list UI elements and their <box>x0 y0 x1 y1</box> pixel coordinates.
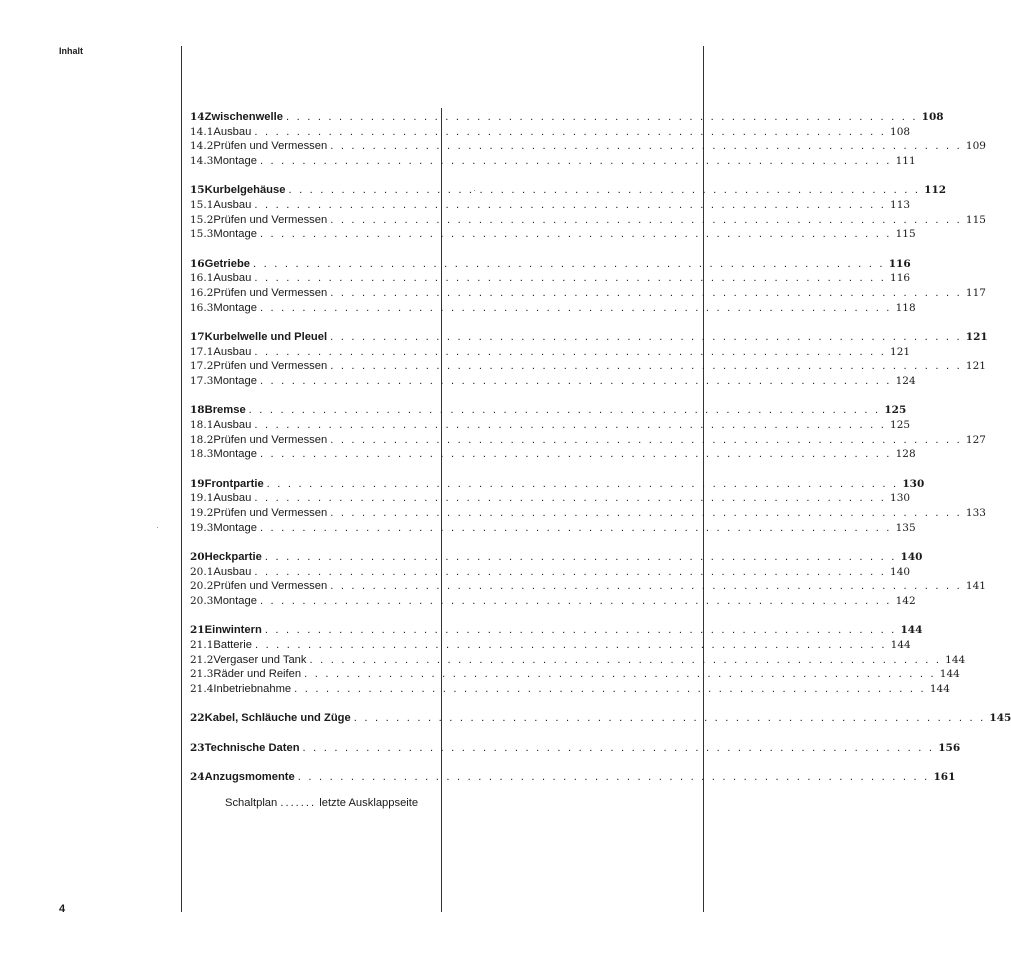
dot-leader: . . . . . . . . . . . . . . . . . . . . . . . . . . . . . . . . . . . . . . . . . . . . . . . . . . . . . . . . . . . . <box>254 125 887 138</box>
toc-chapter-row[interactable] <box>190 110 944 125</box>
toc-section-row[interactable] <box>190 447 916 462</box>
toc-chapter-row[interactable] <box>190 711 1011 726</box>
entry-number: 14.3 <box>190 155 214 168</box>
entry-page: 156 <box>938 741 961 754</box>
dot-leader: . . . . . . . . . . . . . . . . . . . . . . . . . . . . . . . . . . . . . . . . . . . . . . . . . . . . . . . . . . . . <box>259 301 892 314</box>
entry-title: Getriebe <box>204 257 251 270</box>
entry-number: 16.3 <box>190 301 214 314</box>
entry-number: 23 <box>190 741 205 754</box>
entry-title: Frontpartie <box>204 477 264 490</box>
dot-leader: . . . . . . . . . . . . . . . . . . . . . . . . . . . . . . . . . . . . . . . . . . . . . . . . . . . . . . . . . . . . <box>302 741 935 754</box>
entry-number: 18.1 <box>190 419 214 432</box>
toc-section-row[interactable] <box>190 579 986 594</box>
dot-leader: . . . . . . . . . . . . . . . . . . . . . . . . . . . . . . . . . . . . . . . . . . . . . . . . . . . . . . . . . . . . <box>259 375 892 388</box>
dot-leader: . . . . . . . . . . . . . . . . . . . . . . . . . . . . . . . . . . . . . . . . . . . . . . . . . . . . . . . . . . . . <box>294 683 926 696</box>
entry-title: Vergaser und Tank <box>213 653 307 666</box>
entry-page: 116 <box>888 257 911 270</box>
entry-number: 15.1 <box>190 199 214 212</box>
dot-leader: . . . . . . . . . . . . . . . . . . . . . . . . . . . . . . . . . . . . . . . . . . . . . . . . . . . . . . . . . . . . <box>288 184 921 197</box>
dot-leader: . . . . . . . . . . . . . . . . . . . . . . . . . . . . . . . . . . . . . . . . . . . . . . . . . . . . . . . . . . . . <box>259 228 892 241</box>
dot-leader: . . . . . . . . . . . . . . . . . . . . . . . . . . . . . . . . . . . . . . . . . . . . . . . . . . . . . . . . . . . . <box>330 360 962 373</box>
dot-leader: . . . . . . . . . . . . . . . . . . . . . . . . . . . . . . . . . . . . . . . . . . . . . . . . . . . . . . . . . . . . <box>259 595 892 608</box>
toc-section-row[interactable] <box>190 271 911 286</box>
toc-section-row[interactable] <box>190 506 986 521</box>
foldout-reference[interactable] <box>225 797 418 809</box>
dot-leader: . . . . . . . . . . . . . . . . . . . . . . . . . . . . . . . . . . . . . . . . . . . . . . . . . . . . . . . . . . . . <box>330 507 962 520</box>
dot-leader: . . . . . . . . . . . . . . . . . . . . . . . . . . . . . . . . . . . . . . . . . . . . . . . . . . . . . . . . . . . . <box>254 199 887 212</box>
entry-number: 17.1 <box>190 345 214 358</box>
entry-title: Ausbau <box>213 492 252 505</box>
dot-leader: . . . . . . . . . . . . . . . . . . . . . . . . . . . . . . . . . . . . . . . . . . . . . . . . . . . . . . . . . . . . <box>330 213 962 226</box>
scan-speck <box>157 527 158 528</box>
entry-number: 20.2 <box>190 580 214 593</box>
entry-number: 18 <box>190 404 205 417</box>
dot-leader: . . . . . . . . . . . . . . . . . . . . . . . . . . . . . . . . . . . . . . . . . . . . . . . . . . . . . . . . . . . . <box>353 712 986 725</box>
entry-number: 18.2 <box>190 433 214 446</box>
dot-leader: . . . . . . . . . . . . . . . . . . . . . . . . . . . . . . . . . . . . . . . . . . . . . . . . . . . . . . . . . . . . <box>330 580 962 593</box>
entry-number: 17 <box>190 331 205 344</box>
toc-chapter-row[interactable] <box>190 257 911 272</box>
entry-page: 112 <box>924 184 947 197</box>
entry-number: 15.3 <box>190 228 214 241</box>
entry-title: Montage <box>213 448 257 461</box>
entry-number: 15 <box>190 184 205 197</box>
toc-section-row[interactable] <box>190 359 986 374</box>
entry-page: 124 <box>895 375 916 388</box>
foldout-title: Schaltplan <box>225 797 278 809</box>
toc-section-row[interactable] <box>190 139 986 154</box>
toc-section-row[interactable] <box>190 418 911 433</box>
dot-leader: ....... <box>280 797 317 809</box>
entry-number: 17.2 <box>190 360 214 373</box>
entry-number: 19.3 <box>190 521 214 534</box>
entry-number: 16.2 <box>190 287 214 300</box>
toc-section-row[interactable] <box>190 653 966 668</box>
entry-number: 16 <box>190 257 205 270</box>
dot-leader: . . . . . . . . . . . . . . . . . . . . . . . . . . . . . . . . . . . . . . . . . . . . . . . . . . . . . . . . . . . . <box>248 404 881 417</box>
toc-section-row[interactable] <box>190 125 911 140</box>
entry-title: Räder und Reifen <box>213 668 302 681</box>
entry-page: 161 <box>933 771 956 783</box>
entry-title: Einwintern <box>204 624 262 637</box>
toc-section-row[interactable] <box>190 154 916 169</box>
toc-section-row[interactable] <box>190 682 950 697</box>
foldout-target: letzte Ausklappseite <box>319 797 419 809</box>
page-number: 4 <box>59 903 66 915</box>
entry-title: Bremse <box>204 404 246 417</box>
entry-page: 135 <box>895 521 916 534</box>
toc-chapter-row[interactable] <box>190 477 925 492</box>
entry-page: 108 <box>890 125 911 138</box>
dot-leader: . . . . . . . . . . . . . . . . . . . . . . . . . . . . . . . . . . . . . . . . . . . . . . . . . . . . . . . . . . . . <box>254 419 887 432</box>
entry-number: 19.2 <box>190 507 214 520</box>
entry-title: Ausbau <box>213 419 252 432</box>
entry-title: Montage <box>213 375 257 388</box>
entry-title: Heckpartie <box>204 551 262 564</box>
entry-page: 144 <box>890 639 911 652</box>
toc-chapter-row[interactable] <box>190 770 956 785</box>
table-of-contents <box>190 110 1011 785</box>
dot-leader: . . . . . . . . . . . . . . . . . . . . . . . . . . . . . . . . . . . . . . . . . . . . . . . . . . . . . . . . . . . . <box>259 448 892 461</box>
entry-page: 121 <box>890 345 911 358</box>
dot-leader: . . . . . . . . . . . . . . . . . . . . . . . . . . . . . . . . . . . . . . . . . . . . . . . . . . . . . . . . . . . . <box>259 521 892 534</box>
toc-chapter-row[interactable] <box>190 623 923 638</box>
entry-page: 130 <box>902 477 925 490</box>
toc-section-row[interactable] <box>190 374 916 389</box>
dot-leader: . . . . . . . . . . . . . . . . . . . . . . . . . . . . . . . . . . . . . . . . . . . . . . . . . . . . . . . . . . . . <box>264 551 897 564</box>
dot-leader: . . . . . . . . . . . . . . . . . . . . . . . . . . . . . . . . . . . . . . . . . . . . . . . . . . . . . . . . . . . . <box>254 565 887 578</box>
entry-title: Montage <box>213 521 257 534</box>
entry-page: 144 <box>900 624 923 637</box>
entry-page: 111 <box>895 155 916 168</box>
toc-section-row[interactable] <box>190 667 960 682</box>
toc-chapter-row[interactable] <box>190 741 961 756</box>
entry-title: Ausbau <box>213 345 252 358</box>
dot-leader: . . . . . . . . . . . . . . . . . . . . . . . . . . . . . . . . . . . . . . . . . . . . . . . . . . . . . . . . . . . . <box>259 155 892 168</box>
entry-title: Prüfen und Vermessen <box>213 287 328 300</box>
entry-title: Ausbau <box>213 125 252 138</box>
entry-title: Montage <box>213 155 257 168</box>
toc-section-row[interactable] <box>190 565 911 580</box>
entry-page: 128 <box>895 448 916 461</box>
entry-title: Prüfen und Vermessen <box>213 507 328 520</box>
entry-title: Ausbau <box>213 565 252 578</box>
entry-title: Kabel, Schläuche und Züge <box>204 712 351 725</box>
entry-number: 21.4 <box>190 683 214 696</box>
entry-title: Montage <box>213 228 257 241</box>
entry-number: 14.2 <box>190 140 214 153</box>
dot-leader: . . . . . . . . . . . . . . . . . . . . . . . . . . . . . . . . . . . . . . . . . . . . . . . . . . . . . . . . . . . . <box>254 345 887 358</box>
entry-page: 140 <box>900 551 923 564</box>
entry-title: Anzugsmomente <box>204 771 295 783</box>
dot-leader: . . . . . . . . . . . . . . . . . . . . . . . . . . . . . . . . . . . . . . . . . . . . . . . . . . . . . . . . . . . . <box>330 287 962 300</box>
dot-leader: . . . . . . . . . . . . . . . . . . . . . . . . . . . . . . . . . . . . . . . . . . . . . . . . . . . . . . . . . . . . <box>254 272 887 285</box>
entry-number: 18.3 <box>190 448 214 461</box>
entry-title: Kurbelgehäuse <box>204 184 286 197</box>
entry-number: 20.1 <box>190 565 214 578</box>
toc-section-row[interactable] <box>190 594 916 609</box>
entry-page: 109 <box>965 140 986 153</box>
running-header: Inhalt <box>59 46 83 56</box>
toc-section-row[interactable] <box>190 491 911 506</box>
dot-leader: . . . . . . . . . . . . . . . . . . . . . . . . . . . . . . . . . . . . . . . . . . . . . . . . . . . . . . . . . . . . <box>254 639 887 652</box>
entry-page: 121 <box>965 360 986 373</box>
entry-page: 121 <box>965 331 988 344</box>
entry-number: 21.1 <box>190 639 214 652</box>
toc-chapter-row[interactable] <box>190 550 923 565</box>
entry-number: 21 <box>190 624 205 637</box>
entry-page: 115 <box>965 213 986 226</box>
dot-leader: . . . . . . . . . . . . . . . . . . . . . . . . . . . . . . . . . . . . . . . . . . . . . . . . . . . . . . . . . . . . <box>253 257 885 270</box>
entry-number: 22 <box>190 712 205 725</box>
dot-leader: . . . . . . . . . . . . . . . . . . . . . . . . . . . . . . . . . . . . . . . . . . . . . . . . . . . . . . . . . . . . <box>285 111 918 123</box>
column-rule-left <box>181 46 182 912</box>
entry-title: Montage <box>213 595 257 608</box>
entry-number: 20.3 <box>190 595 214 608</box>
dot-leader: . . . . . . . . . . . . . . . . . . . . . . . . . . . . . . . . . . . . . . . . . . . . . . . . . . . . . . . . . . . . <box>297 771 930 783</box>
entry-title: Prüfen und Vermessen <box>213 360 328 373</box>
entry-page: 144 <box>929 683 950 696</box>
entry-page: 141 <box>965 580 986 593</box>
entry-title: Montage <box>213 301 257 314</box>
toc-section-row[interactable] <box>190 521 916 536</box>
toc-section-row[interactable] <box>190 345 911 360</box>
toc-section-row[interactable] <box>190 301 916 316</box>
toc-section-row[interactable] <box>190 286 986 301</box>
entry-number: 21.3 <box>190 668 214 681</box>
entry-page: 117 <box>965 287 986 300</box>
entry-page: 118 <box>895 301 916 314</box>
entry-page: 108 <box>921 111 944 123</box>
entry-title: Ausbau <box>213 272 252 285</box>
dot-leader: . . . . . . . . . . . . . . . . . . . . . . . . . . . . . . . . . . . . . . . . . . . . . . . . . . . . . . . . . . . . <box>330 331 962 344</box>
dot-leader: . . . . . . . . . . . . . . . . . . . . . . . . . . . . . . . . . . . . . . . . . . . . . . . . . . . . . . . . . . . . <box>330 140 962 153</box>
entry-page: 144 <box>945 653 966 666</box>
toc-chapter-row[interactable] <box>190 330 988 345</box>
entry-title: Batterie <box>213 639 252 652</box>
entry-page: 125 <box>884 404 907 417</box>
entry-number: 16.1 <box>190 272 214 285</box>
entry-title: Prüfen und Vermessen <box>213 213 328 226</box>
entry-page: 113 <box>890 199 911 212</box>
toc-chapter-row[interactable] <box>190 403 907 418</box>
entry-title: Technische Daten <box>204 741 300 754</box>
entry-title: Prüfen und Vermessen <box>213 433 328 446</box>
toc-section-row[interactable] <box>190 638 911 653</box>
entry-page: 125 <box>890 419 911 432</box>
entry-number: 19.1 <box>190 492 214 505</box>
toc-section-row[interactable] <box>190 227 916 242</box>
entry-title: Kurbelwelle und Pleuel <box>204 331 328 344</box>
entry-title: Prüfen und Vermessen <box>213 580 328 593</box>
toc-section-row[interactable] <box>190 213 986 228</box>
entry-page: 115 <box>895 228 916 241</box>
dot-leader: . . . . . . . . . . . . . . . . . . . . . . . . . . . . . . . . . . . . . . . . . . . . . . . . . . . . . . . . . . . . <box>309 653 942 666</box>
dot-leader: . . . . . . . . . . . . . . . . . . . . . . . . . . . . . . . . . . . . . . . . . . . . . . . . . . . . . . . . . . . . <box>266 477 899 490</box>
entry-number: 24 <box>190 771 205 783</box>
entry-number: 17.3 <box>190 375 214 388</box>
entry-page: 142 <box>895 595 916 608</box>
entry-title: Prüfen und Vermessen <box>213 140 328 153</box>
toc-section-row[interactable] <box>190 433 986 448</box>
entry-number: 20 <box>190 551 205 564</box>
entry-number: 21.2 <box>190 653 214 666</box>
dot-leader: . . . . . . . . . . . . . . . . . . . . . . . . . . . . . . . . . . . . . . . . . . . . . . . . . . . . . . . . . . . . <box>330 433 962 446</box>
entry-page: 144 <box>939 668 960 681</box>
dot-leader: . . . . . . . . . . . . . . . . . . . . . . . . . . . . . . . . . . . . . . . . . . . . . . . . . . . . . . . . . . . . <box>304 668 936 681</box>
entry-title: Inbetriebnahme <box>213 683 292 696</box>
entry-number: 15.2 <box>190 213 214 226</box>
entry-page: 116 <box>890 272 911 285</box>
entry-page: 145 <box>989 712 1011 725</box>
entry-title: Ausbau <box>213 199 252 212</box>
dot-leader: . . . . . . . . . . . . . . . . . . . . . . . . . . . . . . . . . . . . . . . . . . . . . . . . . . . . . . . . . . . . <box>264 624 897 637</box>
entry-number: 19 <box>190 477 205 490</box>
entry-page: 140 <box>890 565 911 578</box>
toc-section-row[interactable] <box>190 198 911 213</box>
entry-title: Zwischenwelle <box>204 111 283 123</box>
entry-number: 14 <box>190 111 205 123</box>
toc-chapter-row[interactable] <box>190 183 947 198</box>
entry-page: 130 <box>890 492 911 505</box>
entry-page: 127 <box>965 433 986 446</box>
entry-page: 133 <box>965 507 986 520</box>
entry-number: 14.1 <box>190 125 214 138</box>
dot-leader: . . . . . . . . . . . . . . . . . . . . . . . . . . . . . . . . . . . . . . . . . . . . . . . . . . . . . . . . . . . . <box>254 492 887 505</box>
